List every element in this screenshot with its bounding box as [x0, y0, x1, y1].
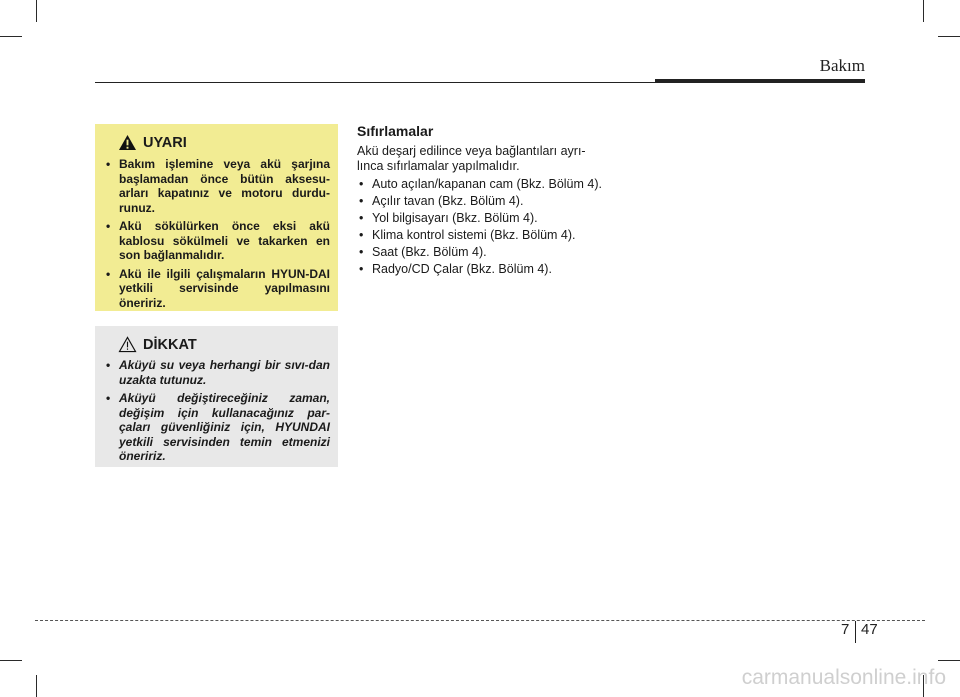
reset-item: • Klima kontrol sistemi (Bkz. Bölüm 4). [357, 228, 607, 243]
crop-mark [0, 660, 22, 661]
reset-item: • Radyo/CD Çalar (Bkz. Bölüm 4). [357, 262, 607, 277]
reset-item: • Yol bilgisayarı (Bkz. Bölüm 4). [357, 211, 607, 226]
chapter-number: 7 [841, 621, 850, 638]
crop-mark [36, 675, 37, 697]
warning-item: • Akü sökülürken önce eksi akü kablosu sökülmeli ve takarken en son bağlanmalıdır. [104, 219, 330, 263]
crop-mark [0, 36, 22, 37]
header-title: Bakım [819, 56, 865, 75]
watermark: carmanualsonline.info [741, 666, 946, 689]
crop-mark [938, 36, 960, 37]
header-bar [655, 79, 865, 83]
caution-title-text: DİKKAT [143, 336, 197, 353]
warning-item: • Akü ile ilgili çalışmaların HYUN-DAI yetkili servisinde yapılmasını öneririz. [104, 267, 330, 311]
page-number-divider [855, 621, 856, 643]
crop-mark [923, 0, 924, 22]
caution-item: • Aküyü değiştireceğiniz zaman, değişim için kullanacağınız par-çaları güvenliğiniz için, HYUNDAI yetkili servisinden temin etmenizi öneririz. [104, 391, 330, 464]
warning-triangle-icon [118, 134, 137, 151]
footer-dashed-rule [35, 620, 925, 621]
warning-title-text: UYARI [143, 134, 187, 151]
warning-box [95, 124, 338, 311]
warning-item: • Bakım işlemine veya akü şarjına başlamadan önce bütün aksesu-arları kapatınız ve motoru durdu-runuz. [104, 157, 330, 215]
caution-triangle-icon [118, 336, 137, 353]
section-intro: Akü deşarj edilince veya bağlantıları ayrı-lınca sıfırlamalar yapılmalıdır. [357, 144, 586, 173]
reset-list [357, 177, 607, 277]
crop-mark [36, 0, 37, 22]
reset-item: • Auto açılan/kapanan cam (Bkz. Bölüm 4). [357, 177, 607, 192]
crop-mark [938, 660, 960, 661]
caution-list [104, 358, 330, 464]
caution-item: • Aküyü su veya herhangi bir sıvı-dan uzakta tutunuz. [104, 358, 330, 387]
warning-title [118, 134, 330, 151]
caution-box [95, 326, 338, 467]
section-title: Sıfırlamalar [357, 123, 434, 139]
caution-title [118, 336, 330, 353]
reset-item: • Saat (Bkz. Bölüm 4). [357, 245, 607, 260]
reset-item: • Açılır tavan (Bkz. Bölüm 4). [357, 194, 607, 209]
warning-list [104, 157, 330, 310]
reset-section [357, 123, 607, 279]
page-number: 47 [861, 621, 878, 638]
